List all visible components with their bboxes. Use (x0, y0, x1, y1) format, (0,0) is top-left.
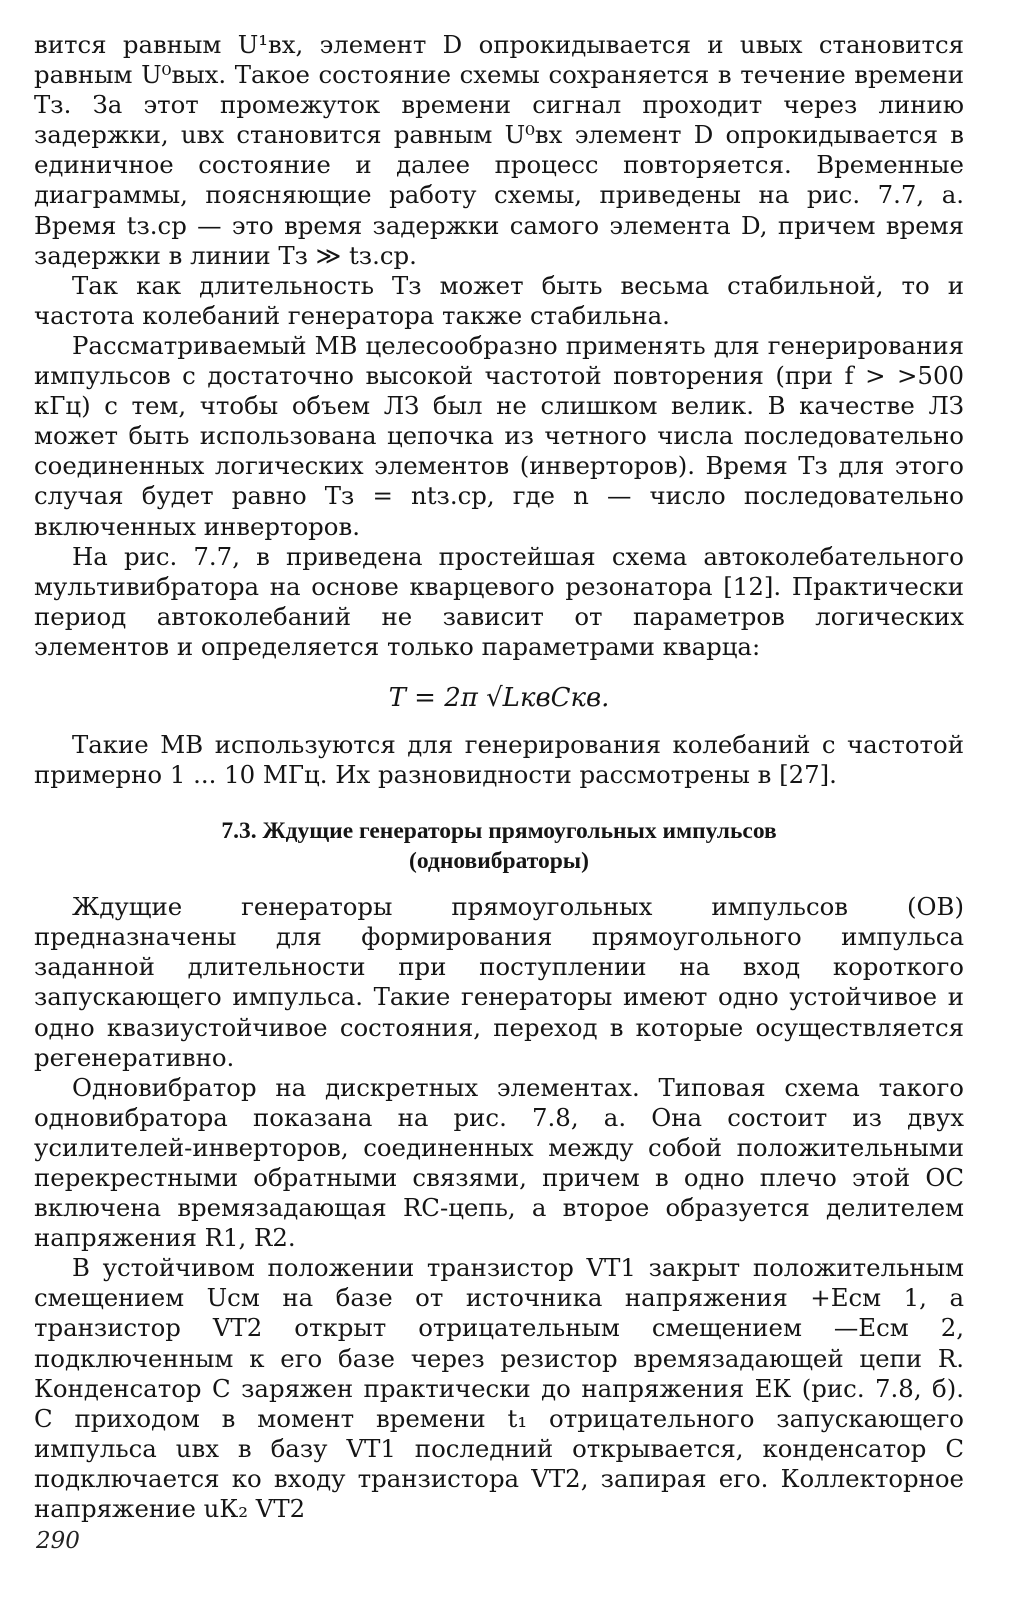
page-number: 290 (36, 1528, 80, 1554)
page-body (34, 30, 964, 1560)
paragraph-delay-line: Рассматриваемый МВ целесообразно применять для генерирования импульсов с достаточно высокой частотой повторения (при f > >500 кГц) с тем, чтобы объем ЛЗ был не слишком велик. В качестве ЛЗ может быть использована цепочка из четного числа последовательно соединенных логических элементов (инверторов). Время Tз для этого случая будет равно Tз = ntз.ср, где n — число последовательно включенных инверторов. (34, 330, 964, 541)
paragraph-stable-state: В устойчивом положении транзистор VT1 закрыт положительным смещением Uсм на базе от источника напряжения +Eсм 1, а транзистор VT2 открыт отрицательным смещением —Eсм 2, подключенным к его базе через резистор времязадающей цепи R. Конденсатор C заряжен практически до напряжения EК (рис. 7.8, б). С приходом в момент времени t₁ отрицательного запускающего импульса uвх в базу VT1 последний открывается, конденсатор C подключается ко входу транзистора VT2, запирая его. Коллекторное напряжение uК₂ VT2 (34, 1253, 964, 1524)
paragraph-one-shot-intro: Ждущие генераторы прямоугольных импульсов (ОВ) предназначены для формирования прямоугольного импульса заданной длительности при поступлении на вход короткого запускающего импульса. Такие генераторы имеют одно устойчивое и одно квазиустойчивое состояния, переход в которые осуществляется регенеративно. (34, 892, 964, 1072)
paragraph-continuation: вится равным U¹вх, элемент D опрокидывается и uвых становится равным U⁰вых. Такое состояние схемы сохраняется в течение времени Tз. За этот промежуток времени сигнал проходит через линию задержки, uвх становится равным U⁰вх элемент D опрокидывается в единичное состояние и далее процесс повторяется. Временные диаграммы, поясняющие работу схемы, приведены на рис. 7.7, а. Время tз.ср — это время задержки самого элемента D, причем время задержки в линии Tз ≫ tз.ср. (34, 30, 964, 270)
paragraph-frequency: Такие МВ используются для генерирования колебаний с частотой примерно 1 ... 10 МГц. Их разновидности рассмотрены в [27]. (34, 729, 964, 790)
paragraph-quartz: На рис. 7.7, в приведена простейшая схема автоколебательного мультивибратора на основе кварцевого резонатора [12]. Практически период автоколебаний не зависит от параметров логических элементов и определяется только параметрами кварца: (34, 541, 964, 661)
formula-period: T = 2π √LквCкв. (388, 682, 610, 713)
paragraph-stability: Так как длительность Tз может быть весьма стабильной, то и частота колебаний генератора также стабильна. (34, 270, 964, 330)
section-title: 7.3. Ждущие генераторы прямоугольных импульсов (одновибраторы) (221, 818, 777, 875)
paragraph-discrete-elements: Одновибратор на дискретных элементах. Типовая схема такого одновибратора показана на рис. 7.8, а. Она состоит из двух усилителей-инверторов, соединенных между собой положительными перекрестными обратными связями, причем в одно плечо этой ОС включена времязадающая RC-цепь, а второе образуется делителем напряжения R1, R2. (34, 1072, 964, 1253)
